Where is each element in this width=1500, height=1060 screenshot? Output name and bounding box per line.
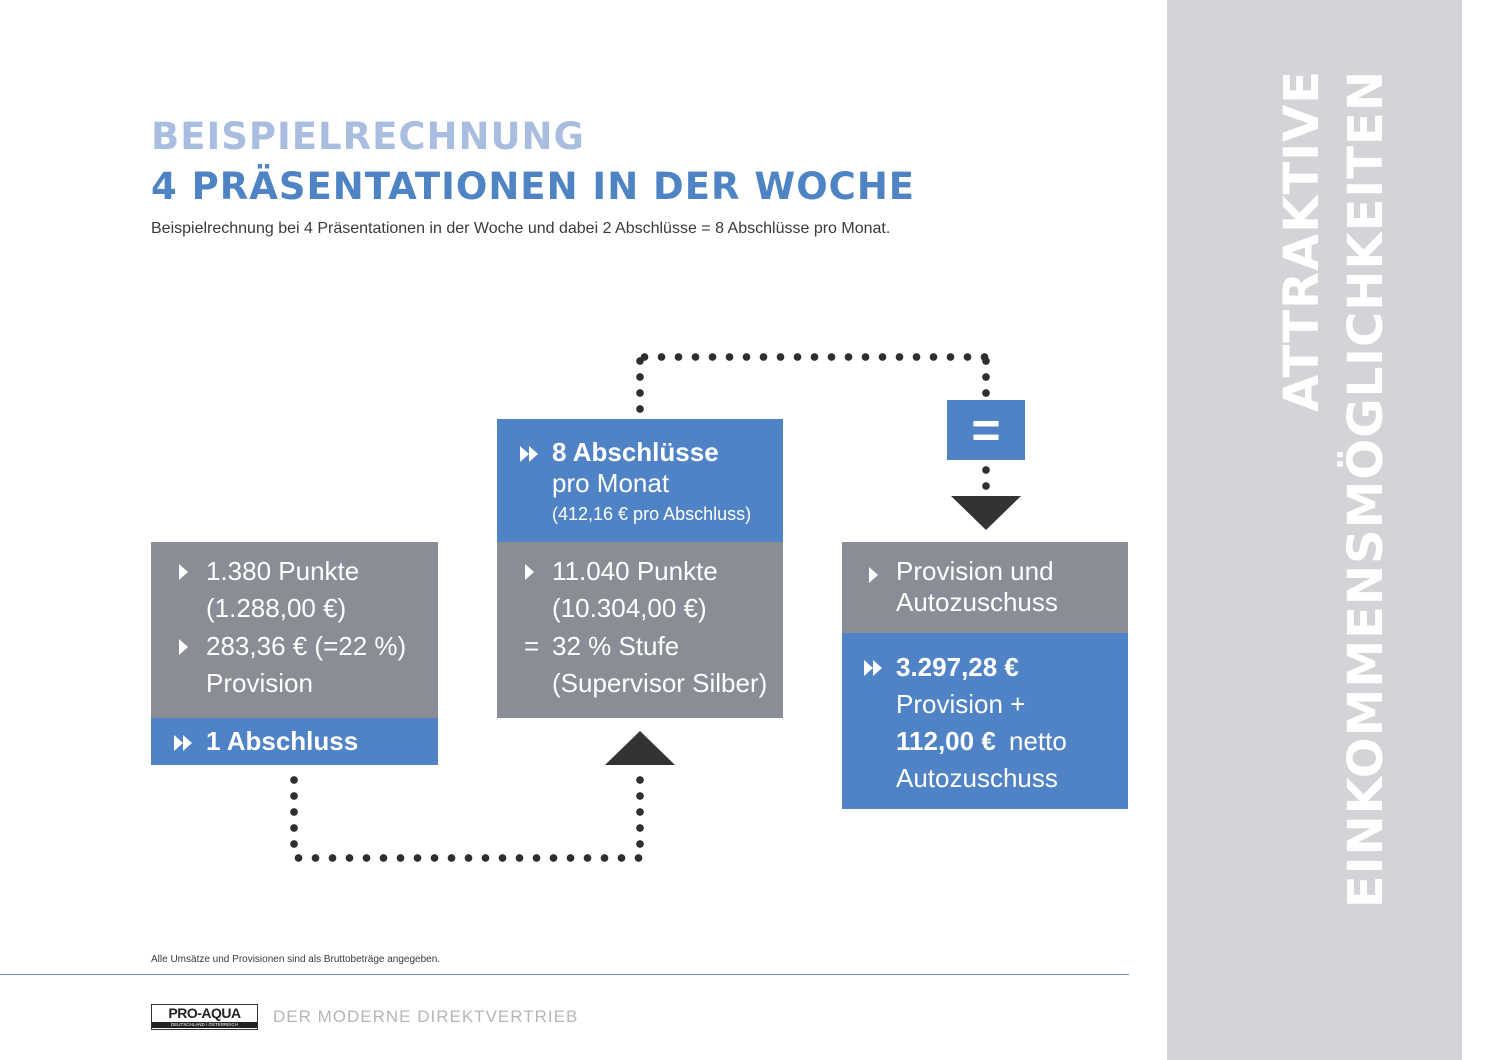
connector-top-left-vertical <box>636 353 644 413</box>
connector-bottom-left-vertical <box>290 772 298 856</box>
box1-result-label: 1 Abschluss <box>206 726 359 756</box>
connector-bottom-right-vertical <box>636 772 644 856</box>
footer-tagline: DER MODERNE DIREKTVERTRIEB <box>273 1007 579 1026</box>
box1-points-value: (1.288,00 €) <box>206 593 347 623</box>
box2-level-name: (Supervisor Silber) <box>552 668 768 698</box>
bullet-arrow-icon <box>869 567 878 583</box>
box1-result <box>151 718 438 765</box>
box2-head-bold: 8 Abschlüsse <box>552 437 719 467</box>
box3-line2: Autozuschuss <box>896 587 1058 617</box>
arrow-up-icon <box>605 731 675 765</box>
box3-line1: Provision und <box>896 556 1054 586</box>
box2-header <box>497 419 783 542</box>
page-title-line2: 4 PRÄSENTATIONEN IN DER WOCHE <box>151 165 916 208</box>
footnote: Alle Umsätze und Provisionen sind als Bruttobeträge angegeben. <box>151 954 441 965</box>
box2-head-note: (412,16 € pro Abschluss) <box>552 504 752 524</box>
box1-provision-value: 283,36 € (=22 %) <box>206 631 407 661</box>
box1-details <box>151 542 438 718</box>
box3-amount: 3.297,28 € <box>896 652 1019 682</box>
sidebar-title-line1: ATTRAKTIVE <box>1274 70 1330 412</box>
connector-top-right-vertical <box>982 353 990 398</box>
box3-car-label: Autozuschuss <box>896 763 1058 793</box>
box3-result <box>842 633 1128 809</box>
box3-car-line <box>896 723 1067 760</box>
box1-provision-label: Provision <box>206 668 313 698</box>
logo-text: PRO-AQUA <box>168 1005 241 1021</box>
equals-box: = <box>947 400 1025 460</box>
box2-eq-symbol: = <box>524 631 540 661</box>
arrow-down-icon <box>951 496 1021 530</box>
fast-forward-icon <box>864 660 886 676</box>
box2-level: 32 % Stufe <box>552 631 680 661</box>
box3-header <box>842 542 1128 633</box>
sidebar-title <box>1270 70 1398 990</box>
box3-car-amount: 112,00 € <box>896 726 996 756</box>
box3-car-suffix: netto <box>1009 726 1067 756</box>
fast-forward-icon <box>520 446 542 462</box>
box2-points: 11.040 Punkte <box>552 556 718 586</box>
box2-details <box>497 542 783 718</box>
company-logo <box>151 1004 258 1030</box>
connector-bottom-horizontal <box>290 854 646 862</box>
bullet-arrow-icon <box>525 564 534 580</box>
box2-points-value: (10.304,00 €) <box>552 593 707 623</box>
box1-points: 1.380 Punkte <box>206 556 360 586</box>
connector-top-horizontal <box>636 353 992 361</box>
connector-equals-down-vertical <box>982 462 990 492</box>
sidebar-title-line2: EINKOMMENSMÖGLICHKEITEN <box>1338 70 1394 909</box>
page-subtitle: Beispielrechnung bei 4 Präsentationen in der Woche und dabei 2 Abschlüsse = 8 Abschlüsse pro Monat. <box>151 220 891 237</box>
footer-divider <box>0 974 1129 975</box>
box2-head-line2: pro Monat <box>552 468 670 498</box>
box3-amount-label: Provision + <box>896 689 1026 719</box>
page-title-line1: BEISPIELRECHNUNG <box>151 115 585 158</box>
bullet-arrow-icon <box>179 639 188 655</box>
logo-subtext: DEUTSCHLAND / ÖSTERREICH <box>152 1022 257 1028</box>
fast-forward-icon <box>174 735 196 751</box>
bullet-arrow-icon <box>179 564 188 580</box>
